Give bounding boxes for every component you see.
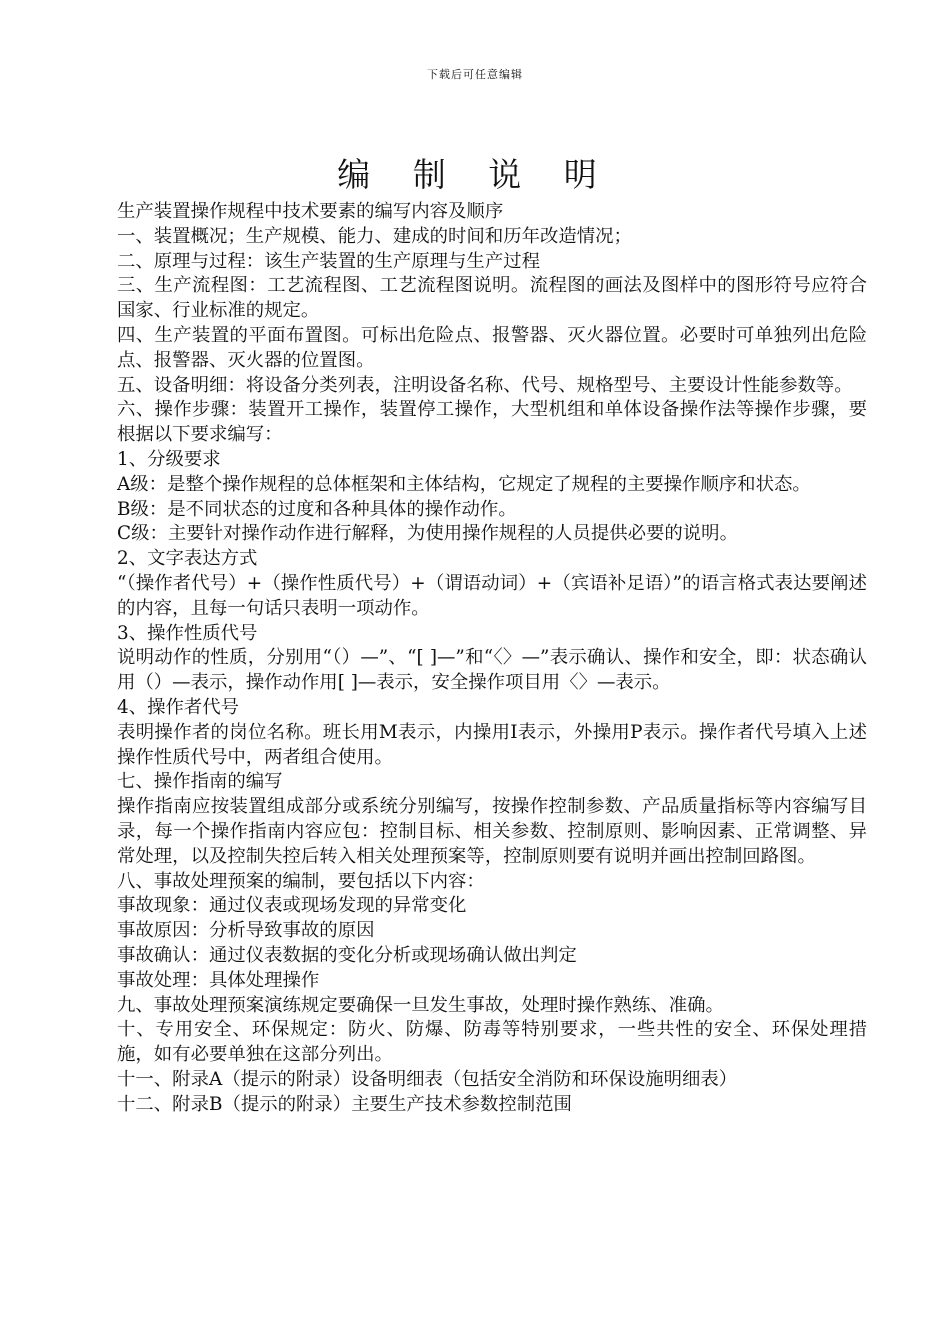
section-2-principle: 二、原理与过程：该生产装置的生产原理与生产过程 [117,250,540,272]
section-8-emergency: 八、事故处理预案的编制，要包括以下内容： [117,870,485,892]
subsection-operator-code: 4、操作者代号 [117,696,240,718]
section-12-appendix-b: 十二、附录B（提示的附录）主要生产技术参数控制范围 [117,1093,572,1115]
grade-b: B级：是不同状态的过度和各种具体的操作动作。 [117,498,517,520]
accident-phenomenon: 事故现象：通过仪表或现场发现的异常变化 [117,895,467,917]
section-5-equipment: 五、设备明细：将设备分类列表，注明设备名称、代号、规格型号、主要设计性能参数等。 [117,374,853,396]
section-7-guide: 七、操作指南的编写 [117,771,283,793]
intro-line: 生产装置操作规程中技术要素的编写内容及顺序 [117,201,504,222]
section-9-drill: 九、事故处理预案演练规定要确保一旦发生事故，处理时操作熟练、准确。 [117,994,724,1016]
accident-confirmation: 事故确认：通过仪表数据的变化分析或现场确认做出判定 [117,944,577,966]
section-11-appendix-a: 十一、附录A（提示的附录）设备明细表（包括安全消防和环保设施明细表） [117,1068,738,1090]
operator-code-text: 表明操作者的岗位名称。班长用M表示，内操用I表示，外操用P表示。操作者代号填入上述操作性质代号中，两者组合使用。 [117,721,867,768]
section-3-flowchart: 三、生产流程图：工艺流程图、工艺流程图说明。流程图的画法及图样中的图形符号应符合国家、行业标准的规定。 [117,275,867,322]
operation-code-text: 说明动作的性质，分别用“（）—”、“[ ]—”和“〈〉—”表示确认、操作和安全，即：状态确认用（）—表示，操作动作用[ ]—表示，安全操作项目用〈〉—表示。 [117,647,867,694]
header-note: 下载后可任意编辑 [427,68,523,81]
document-body [117,200,867,1117]
subsection-expression: 2、文字表达方式 [117,548,258,570]
guide-text: 操作指南应按装置组成部分或系统分别编写，按操作控制参数、产品质量指标等内容编写目录，每一个操作指南内容应包：控制目标、相关参数、控制原则、影响因素、正常调整、异常处理，以及控制失控后转入相关处理预案等，控制原则要有说明并画出控制回路图。 [117,796,867,867]
grade-c: C级：主要针对操作动作进行解释，为使用操作规程的人员提供必要的说明。 [117,523,738,545]
subsection-operation-code: 3、操作性质代号 [117,622,258,644]
accident-handling: 事故处理：具体处理操作 [117,969,320,991]
expression-format: “（操作者代号）+（操作性质代号）+（谓语动词）+（宾语补足语）”的语言格式表达要阐述的内容，且每一句话只表明一项动作。 [117,572,867,619]
subsection-grading: 1、分级要求 [117,448,221,470]
grade-a: A级：是整个操作规程的总体框架和主体结构，它规定了规程的主要操作顺序和状态。 [117,473,811,495]
section-4-layout: 四、生产装置的平面布置图。可标出危险点、报警器、灭火器位置。必要时可单独列出危险点、报警器、灭火器的位置图。 [117,324,867,371]
accident-cause: 事故原因：分析导致事故的原因 [117,920,375,942]
section-1-overview: 一、装置概况；生产规模、能力、建成的时间和历年改造情况； [117,225,632,247]
section-10-safety: 十、专用安全、环保规定：防火、防爆、防毒等特别要求，一些共性的安全、环保处理措施，如有必要单独在这部分列出。 [117,1019,867,1066]
section-6-steps: 六、操作步骤：装置开工操作，装置停工操作，大型机组和单体设备操作法等操作步骤，要根据以下要求编写： [117,399,867,446]
document-title: 编 制 说 明 [337,155,613,194]
